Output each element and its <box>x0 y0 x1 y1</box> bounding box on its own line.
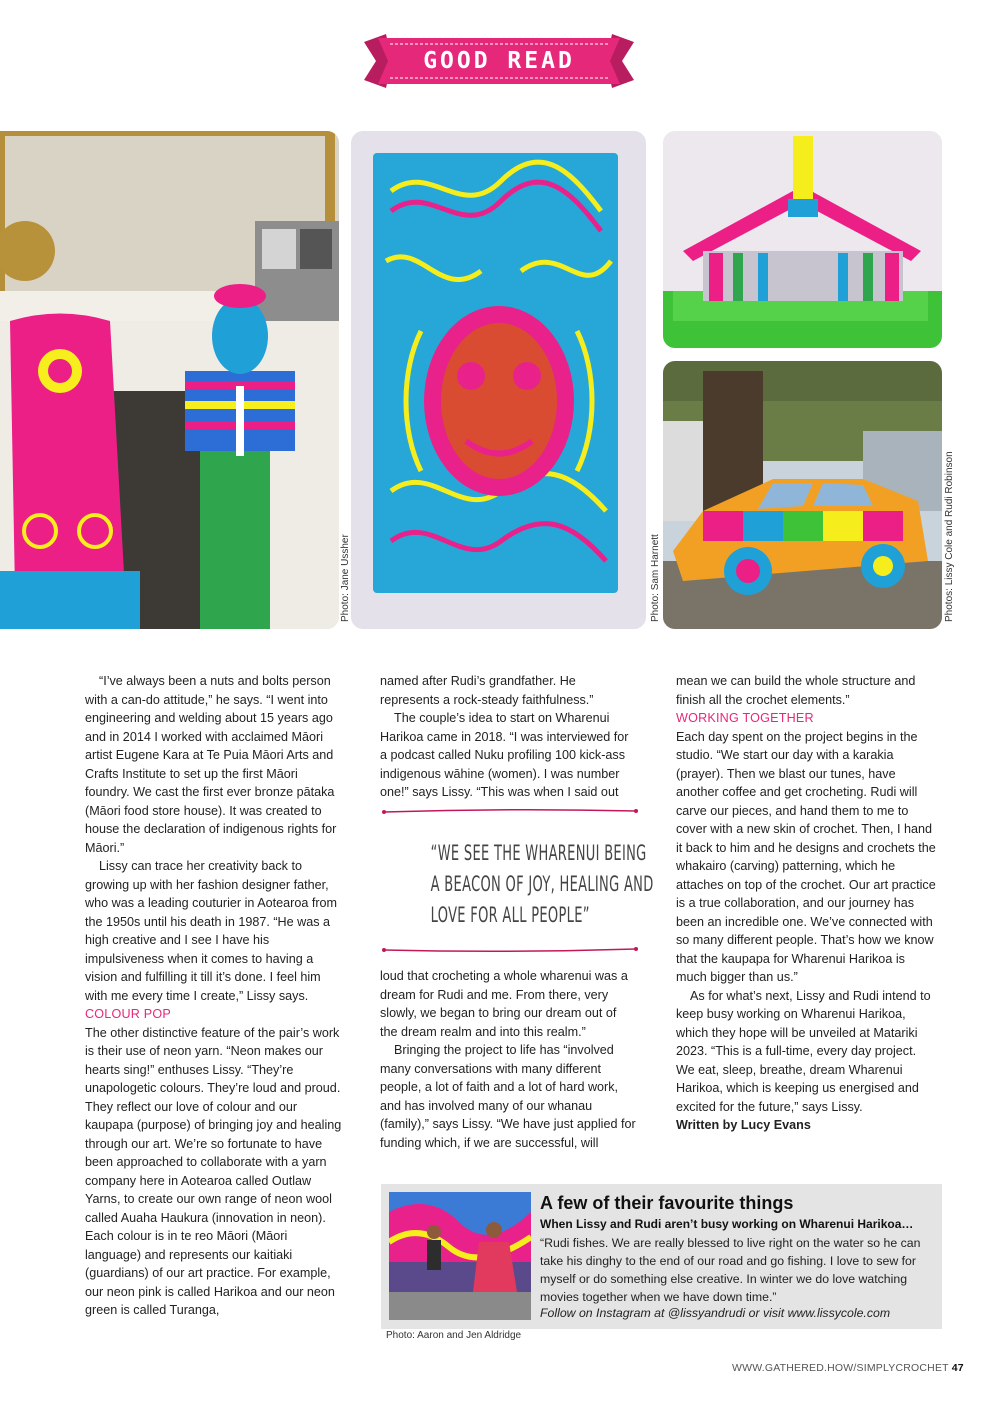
body-paragraph: named after Rudi’s grandfather. He represents a rock-steady faithfulness.” <box>380 674 594 707</box>
photo-credit: Photo: Aaron and Jen Aldridge <box>386 1330 522 1341</box>
article-column-2-continued <box>380 967 636 1152</box>
page-number: 47 <box>951 1362 964 1374</box>
body-paragraph: Each day spent on the project begins in the studio. “We start our day with a karakia (prayer). Then we blast our tunes, have another coffee and get crocheting. Rudi will carve our pieces, and hand them to me to cover with a new skin of crochet. Then, I hand it back to him and he designs and crochets the whakairo (carving) patterning, which he attaches on top of the crochet. Our art practice is a true collaboration, and our journey has been an incredible one. We’ve connected with so many different people. That’s how we know that the kaupapa for Wharenui Harikoa is much bigger than us.” <box>676 729 936 984</box>
pull-quote <box>430 838 654 931</box>
body-paragraph: The other distinctive feature of the pair’s work is their use of neon yarn. “Neon makes our hearts sing!” enthuses Lissy. “They’re unapologetic colours. They’re loud and proud. They reflect our love of colour and our kaupapa (purpose) of bringing joy and healing through our art. We’re so fortunate to have been approached to collaborate with a yarn company here in Aotearoa called Outlaw Yarns, to create our own range of neon wool called Auaha Haukura (innovation in neon). Each colour is in te reo Māori (Māori language) and represents our kaitiaki (guardians) of our art practice. For example, our neon pink is called Harikoa and our neon green is called Turanga, <box>85 1025 342 1317</box>
body-paragraph: As for what’s next, Lissy and Rudi intend to keep busy working on Wharenui Harikoa, which they hope will be unveiled at Matariki 2023. “This is a full-time, every day project. We eat, sleep, breathe, dream Wharenui Harikoa, which is keeping us energised and excited for the future,” says Lissy. <box>676 988 931 1114</box>
subhead-colour-pop: COLOUR POP <box>85 1007 171 1021</box>
body-paragraph: The couple’s idea to start on Wharenui Harikoa came in 2018. “I was interviewed for a podcast called Nuku profiling 100 kick-ass indigenous wāhine (women). I was number one!” says Lissy. “This was when I said out <box>380 711 629 799</box>
favourites-title: A few of their favourite things <box>540 1193 794 1213</box>
favourites-subtitle: When Lissy and Rudi aren’t busy working on Wharenui Harikoa… <box>540 1217 914 1231</box>
section-banner <box>364 34 634 88</box>
photo-crochet-car <box>663 361 942 629</box>
byline: Written by Lucy Evans <box>676 1118 811 1132</box>
pull-quote-line: LOVE FOR ALL PEOPLE” <box>430 903 590 927</box>
subhead-working-together: WORKING TOGETHER <box>676 711 814 725</box>
photo-lissy-and-rudi <box>389 1192 531 1320</box>
photo-crochet-panel <box>351 131 646 629</box>
photo-tiki-figures <box>0 131 339 629</box>
body-paragraph: Bringing the project to life has “involved many conversations with many different people, a lot of faith and a lot of hard work, and has involved many of our whanau (family),” says Lissy. “We have just applied for funding which, if we are successful, will <box>380 1043 636 1150</box>
favourites-body: “Rudi fishes. We are really blessed to live right on the water so he can take his dinghy to the end of our road and go fishing. I love to sew for myself or do something else creative. In winter we do love watching movies together when we have down time.” <box>540 1236 921 1304</box>
body-paragraph: “I’ve always been a nuts and bolts person with a can-do attitude,” he says. “I went into engineering and welding about 15 years ago and in 2014 I worked with acclaimed Māori artist Eugene Kara at Te Puia Māori Arts and Crafts Institute to set up the first Māori foundry. We cast the first ever bronze pātaka (Māori food store house). It was created to house the declaration of indigenous rights for Māori.” <box>85 674 337 855</box>
pull-quote-rule-bottom <box>382 945 638 955</box>
article-column-1 <box>85 672 345 1320</box>
article-column-2 <box>380 672 636 802</box>
pull-quote-line: A BEACON OF JOY, HEALING AND <box>430 872 654 896</box>
photo-credit: Photo: Sam Harnett <box>650 534 661 622</box>
photo-credit: Photo: Jane Ussher <box>340 534 351 622</box>
photo-credit: Photos: Lissy Cole and Rudi Robinson <box>944 451 955 622</box>
article-column-3 <box>676 672 938 1135</box>
photo-wharenui-model <box>663 131 942 348</box>
pull-quote-rule-top <box>382 806 638 816</box>
page-footer <box>732 1362 964 1374</box>
favourites-follow-link[interactable]: Follow on Instagram at @lissyandrudi or visit www.lissycole.com <box>540 1306 891 1320</box>
body-paragraph: loud that crocheting a whole wharenui was a dream for Rudi and me. From there, very slowly, we began to bring our dream out of the dream realm and into this realm.” <box>380 969 628 1039</box>
favourite-things-box <box>381 1184 942 1329</box>
body-paragraph: Lissy can trace her creativity back to growing up with her fashion designer father, who was a leading couturier in Aotearoa from the 1950s until his death in 1987. “He was a high creative and I see I have his impulsiveness when it comes to having a vision and fulfilling it till it’s done. I feel him with me every time I create,” Lissy says. <box>85 859 338 1003</box>
body-paragraph: mean we can build the whole structure and finish all the crochet elements.” <box>676 674 916 707</box>
pull-quote-line: “WE SEE THE WHARENUI BEING <box>430 841 647 865</box>
footer-url[interactable]: WWW.GATHERED.HOW/SIMPLYCROCHET <box>732 1362 949 1374</box>
section-label: GOOD READ <box>423 48 575 74</box>
